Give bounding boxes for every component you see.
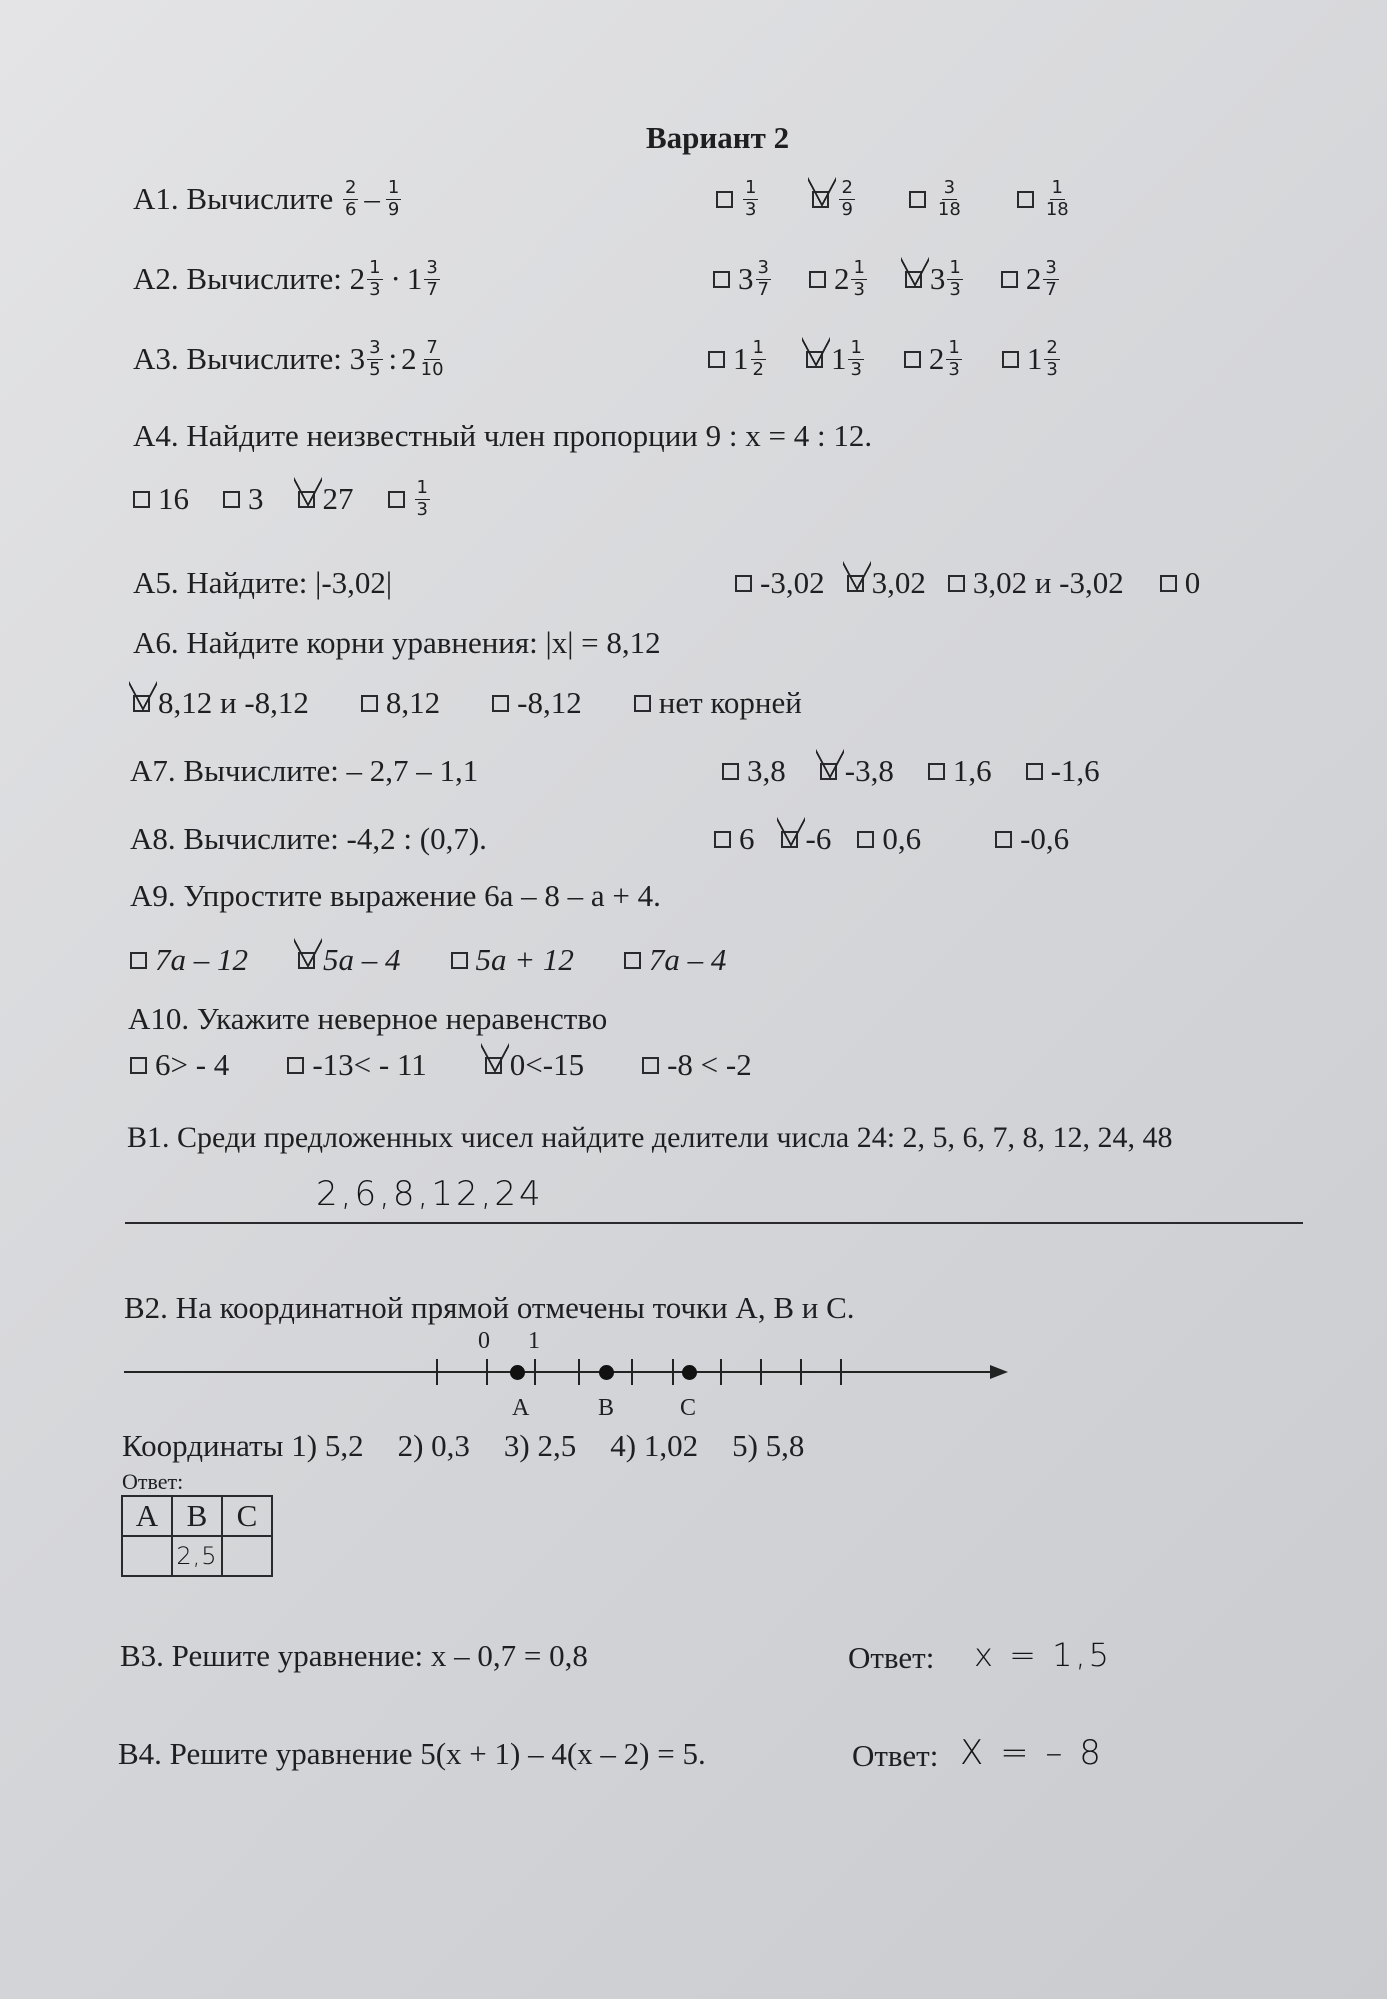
option-a10-2[interactable]: -13< - 11 [287, 1047, 426, 1083]
question-b3-label: В3. Решите уравнение: x – 0,7 = 0,8 [120, 1638, 588, 1673]
question-a9-label: А9. Упростите выражение 6a – 8 – a + 4. [130, 878, 661, 913]
answer-cell-c[interactable] [222, 1536, 272, 1576]
checkbox[interactable] [223, 491, 240, 508]
checkbox-checked[interactable] [806, 351, 823, 368]
option-a2-2[interactable]: 2 $\frac{1}{3}$ [809, 258, 869, 300]
checkbox[interactable] [1001, 271, 1018, 288]
question-a6-label: А6. Найдите корни уравнения: |x| = 8,12 [133, 625, 661, 660]
a10-options [130, 1047, 752, 1083]
tick [800, 1359, 802, 1385]
checkbox[interactable] [624, 952, 641, 969]
checkbox[interactable] [928, 763, 945, 780]
tick [840, 1359, 842, 1385]
a4-options [133, 478, 432, 520]
checkbox[interactable] [133, 491, 150, 508]
question-a3 [133, 338, 448, 380]
table-header-b: B [172, 1496, 222, 1536]
checkbox[interactable] [1017, 191, 1034, 208]
coord-item: 4) 1,02 [610, 1428, 699, 1463]
checkbox[interactable] [642, 1057, 659, 1074]
option-a3-2[interactable]: 1 $\frac{1}{3}$ [806, 338, 866, 380]
option-a6-2[interactable]: 8,12 [361, 685, 440, 721]
whole-part: 1 [406, 261, 423, 297]
axis-line [124, 1371, 994, 1373]
option-a8-3[interactable]: 0,6 [857, 821, 921, 857]
checkbox[interactable] [713, 271, 730, 288]
tick [720, 1359, 722, 1385]
option-a7-1[interactable]: 3,8 [722, 753, 786, 789]
point-c [682, 1365, 697, 1380]
question-b1-label: В1. Среди предложенных чисел найдите делители числа 24: 2, 5, 6, 7, 8, 12, 24, 48 [127, 1121, 1173, 1154]
number-line [120, 1325, 1020, 1421]
tick [672, 1359, 674, 1385]
whole-part: 2 [401, 341, 417, 377]
coord-item: 3) 2,5 [503, 1428, 577, 1463]
checkbox[interactable] [722, 763, 739, 780]
checkbox[interactable] [735, 575, 752, 592]
page-title: Вариант 2 [646, 120, 790, 155]
option-a2-1[interactable]: 3 $\frac{3}{7}$ [713, 258, 773, 300]
option-a5-4[interactable]: 0 [1160, 565, 1201, 601]
checkbox[interactable] [492, 695, 509, 712]
checkbox[interactable] [948, 575, 965, 592]
b3-answer[interactable]: x = 1,5 [974, 1636, 1112, 1674]
a8-options [714, 821, 1069, 857]
checkbox[interactable] [1002, 351, 1019, 368]
question-a1-label: А1. Вычислите [133, 181, 334, 217]
a1-options [716, 178, 1073, 220]
checkbox[interactable] [716, 191, 733, 208]
fraction: $\frac{1}{3}$ [369, 257, 381, 300]
checkbox[interactable] [130, 1057, 147, 1074]
b4-answer[interactable]: X = – 8 [960, 1733, 1104, 1773]
option-a10-1[interactable]: 6> - 4 [130, 1047, 229, 1083]
checkbox[interactable] [634, 695, 651, 712]
checkbox-checked[interactable] [905, 271, 922, 288]
option-a1-1[interactable]: $\frac{1}{3}$ [716, 178, 760, 220]
checkbox[interactable] [995, 831, 1012, 848]
option-a10-4[interactable]: -8 < -2 [642, 1047, 752, 1083]
option-a3-4[interactable]: 1 $\frac{2}{3}$ [1002, 338, 1062, 380]
option-a10-3[interactable]: 0<-15 [485, 1047, 584, 1083]
label-b: B [598, 1395, 615, 1421]
option-a9-3[interactable]: 5a + 12 [451, 942, 574, 978]
question-a8-label: А8. Вычислите: -4,2 : (0,7). [130, 821, 487, 856]
checkbox[interactable] [130, 952, 147, 969]
option-a8-4[interactable]: -0,6 [995, 821, 1069, 857]
tick [436, 1359, 438, 1385]
answer-cell-b[interactable]: 2,5 [172, 1536, 222, 1576]
option-a9-2[interactable]: 5a – 4 [298, 942, 401, 978]
question-b4-label: В4. Решите уравнение 5(x + 1) – 4(x – 2) = 5. [118, 1736, 706, 1771]
option-a8-1[interactable]: 6 [714, 821, 755, 857]
question-a5-label: А5. Найдите: |-3,02| [133, 565, 393, 600]
b2-answer-label: Ответ: [122, 1469, 184, 1494]
option-a8-2[interactable]: -6 [781, 821, 832, 857]
point-b [599, 1365, 614, 1380]
a3-options [708, 338, 1062, 380]
whole-part: 2 [349, 261, 366, 297]
option-a4-4[interactable]: $\frac{1}{3}$ [388, 478, 432, 520]
label-zero: 0 [478, 1328, 490, 1354]
option-a1-2[interactable]: $\frac{2}{9}$ [812, 178, 856, 220]
checkbox-checked[interactable] [812, 191, 829, 208]
question-a3-label: А3. Вычислите: [133, 341, 342, 377]
a2-options [713, 258, 1061, 300]
question-a10-label: А10. Укажите неверное неравенство [128, 1001, 608, 1036]
option-a5-3[interactable]: 3,02 и -3,02 [948, 565, 1124, 601]
option-a6-1[interactable]: 8,12 и -8,12 [133, 685, 309, 721]
b3-answer-label: Ответ: [848, 1640, 935, 1675]
option-a7-3[interactable]: 1,6 [928, 753, 992, 789]
option-a2-4[interactable]: 2 $\frac{3}{7}$ [1001, 258, 1061, 300]
label-one: 1 [528, 1328, 540, 1354]
option-a5-1[interactable]: -3,02 [735, 565, 825, 601]
whole-part: 3 [349, 341, 366, 377]
checkbox-checked[interactable] [820, 763, 837, 780]
checkbox-checked[interactable] [781, 831, 798, 848]
option-a3-3[interactable]: 2 $\frac{1}{3}$ [904, 338, 964, 380]
option-a6-4[interactable]: нет корней [634, 685, 802, 721]
option-a7-4[interactable]: -1,6 [1026, 753, 1100, 789]
checkbox[interactable] [708, 351, 725, 368]
b4-answer-label: Ответ: [852, 1738, 939, 1773]
checkbox[interactable] [361, 695, 378, 712]
checkbox[interactable] [909, 191, 926, 208]
point-a [510, 1365, 525, 1380]
option-a4-3[interactable]: 27 [298, 481, 354, 517]
checkbox[interactable] [904, 351, 921, 368]
arrow-icon [990, 1365, 1008, 1379]
label-a: A [512, 1395, 530, 1421]
fraction: $\frac{2}{6}$ [344, 177, 357, 220]
question-a2 [133, 258, 442, 300]
answer-cell-a[interactable] [122, 1536, 172, 1576]
a7-options [722, 753, 1100, 789]
option-a5-2[interactable]: 3,02 [847, 565, 926, 601]
question-a2-label: А2. Вычислите: [133, 261, 342, 297]
question-a1 [133, 178, 403, 220]
coordinates-row [122, 1428, 804, 1464]
option-a6-3[interactable]: -8,12 [492, 685, 582, 721]
b1-answer[interactable]: 2,6,8,12,24 [316, 1174, 544, 1214]
a9-options [130, 942, 726, 978]
checkbox-checked[interactable] [485, 1057, 502, 1074]
checkbox[interactable] [714, 831, 731, 848]
checkbox[interactable] [451, 952, 468, 969]
checkbox[interactable] [809, 271, 826, 288]
tick [486, 1359, 488, 1385]
a6-options [133, 685, 802, 721]
table-header-c: C [222, 1496, 272, 1536]
checkbox-checked[interactable] [298, 491, 315, 508]
option-a2-3[interactable]: 3 $\frac{1}{3}$ [905, 258, 965, 300]
question-a4-label: А4. Найдите неизвестный член пропорции 9 : x = 4 : 12. [133, 418, 873, 453]
option-a4-2[interactable]: 3 [223, 481, 264, 517]
coordinates-label: Координаты [122, 1428, 284, 1463]
a5-options [735, 565, 1200, 601]
table-header-a: A [122, 1496, 172, 1536]
option-a1-4[interactable]: $\frac{1}{18}$ [1017, 178, 1073, 220]
operator: – [364, 181, 380, 217]
fraction: $\frac{3}{7}$ [426, 257, 438, 300]
tick [534, 1359, 536, 1385]
b2-answer-table [121, 1495, 273, 1577]
tick [631, 1359, 633, 1385]
fraction: $\frac{1}{9}$ [387, 177, 400, 220]
operator: : [388, 341, 398, 377]
tick [578, 1359, 580, 1385]
coord-item: 5) 5,8 [732, 1428, 805, 1463]
checkbox[interactable] [1160, 575, 1177, 592]
question-b2-label: В2. На координатной прямой отмечены точки A, B и C. [124, 1290, 855, 1325]
coord-item: 2) 0,3 [397, 1428, 470, 1463]
fraction: $\frac{7}{10}$ [420, 337, 444, 380]
label-c: C [680, 1395, 697, 1421]
checkbox[interactable] [287, 1057, 304, 1074]
question-a7-label: А7. Вычислите: – 2,7 – 1,1 [130, 753, 479, 788]
checkbox[interactable] [388, 491, 405, 508]
option-a9-1[interactable]: 7a – 12 [130, 942, 248, 978]
option-a9-4[interactable]: 7a – 4 [624, 942, 727, 978]
tick [760, 1359, 762, 1385]
fraction: $\frac{3}{5}$ [369, 337, 381, 380]
checkbox-checked[interactable] [133, 695, 150, 712]
checkbox[interactable] [857, 831, 874, 848]
operator: · [390, 261, 401, 297]
checkbox-checked[interactable] [847, 575, 864, 592]
option-a1-3[interactable]: $\frac{3}{18}$ [909, 178, 965, 220]
answer-line [125, 1222, 1303, 1224]
option-a3-1[interactable]: 1 $\frac{1}{2}$ [708, 338, 768, 380]
checkbox[interactable] [1026, 763, 1043, 780]
option-a7-2[interactable]: -3,8 [820, 753, 894, 789]
option-a4-1[interactable]: 16 [133, 481, 189, 517]
checkbox-checked[interactable] [298, 952, 315, 969]
coord-item: 1) 5,2 [291, 1428, 364, 1463]
